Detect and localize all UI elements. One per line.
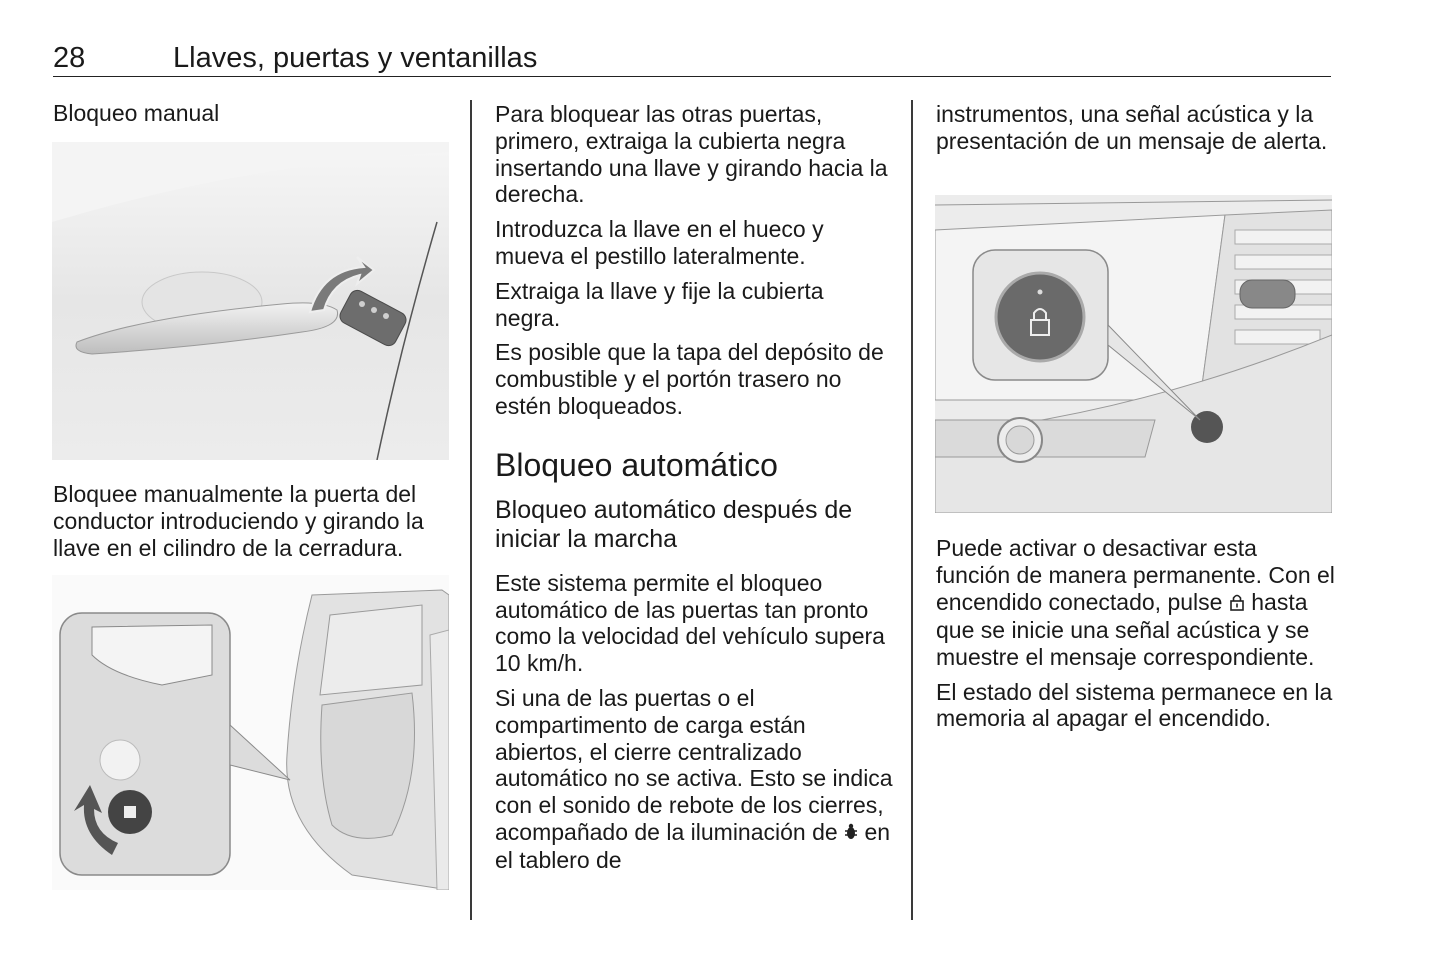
paragraph-text-after-icon: en el tablero de <box>495 818 891 874</box>
paragraph-remove-key: Extraiga la llave y fije la cubierta negra. <box>495 277 824 331</box>
paragraph-text-before-icon: Puede activar o desactivar esta función de manera permanente. Con el encendido conectado, pulse <box>936 535 1335 615</box>
figure-dashboard-lock <box>935 195 1332 513</box>
column-1-text <box>53 481 453 569</box>
paragraph-memory-state: El estado del sistema permanece en la memoria al apagar el encendido. <box>936 678 1333 732</box>
paragraph-text-before-icon: Si una de las puertas o el compartimento de carga están abiertos, el cierre centralizado automático no se activa. Esto se indica con el sonido de rebote de los cierres, acompañado de la iluminación de <box>495 684 893 845</box>
paragraph-auto-speed: Este sistema permite el bloqueo automático de las puertas tan pronto como la velocidad del vehículo supera 10 km/h. <box>495 569 885 677</box>
figure-rear-door <box>52 575 449 890</box>
page-number: 28 <box>53 42 86 74</box>
subsection-title-automatic-drive: Bloqueo automático después de iniciar la marcha <box>495 495 853 553</box>
paragraph-other-doors: Para bloquear las otras puertas, primero, extraiga la cubierta negra insertando una llave y girando hacia la derecha. <box>495 101 888 208</box>
column-1 <box>53 100 453 135</box>
chapter-title: Llaves, puertas y ventanillas <box>173 42 538 74</box>
rear-door-child-lock-illustration <box>52 575 449 890</box>
column-3-text <box>936 535 1336 740</box>
column-divider-2 <box>911 100 913 920</box>
paragraph-continuation: instrumentos, una señal acústica y la presentación de un mensaje de alerta. <box>936 101 1328 154</box>
lock-icon <box>1229 590 1245 617</box>
door-handle-key-illustration <box>52 142 449 460</box>
open-door-warning-icon <box>844 820 858 847</box>
section-title-automatic: Bloqueo automático <box>495 446 778 483</box>
figure-door-handle <box>52 142 449 460</box>
paragraph-activate-permanently <box>936 535 1336 671</box>
page-header <box>53 40 1331 77</box>
paragraph-fuel-flap: Es posible que la tapa del depósito de combustible y el portón trasero no estén bloqueados. <box>495 339 884 419</box>
central-lock-button-dashboard-illustration <box>935 195 1332 513</box>
paragraph-auto-open-door <box>495 685 895 874</box>
column-2 <box>495 101 895 882</box>
paragraph-text-after-icon: hasta que se inicie una señal acústica y se muestre el mensaje correspondiente. <box>936 588 1315 670</box>
paragraph-manual-lock: Bloquee manualmente la puerta del conductor introduciendo y girando la llave en el cilindro de la cerradura. <box>53 481 424 561</box>
column-divider-1 <box>470 100 472 920</box>
section-heading-manual: Bloqueo manual <box>53 100 220 126</box>
paragraph-insert-key: Introduzca la llave en el hueco y mueva el pestillo lateralmente. <box>495 216 824 269</box>
column-3 <box>936 101 1336 163</box>
